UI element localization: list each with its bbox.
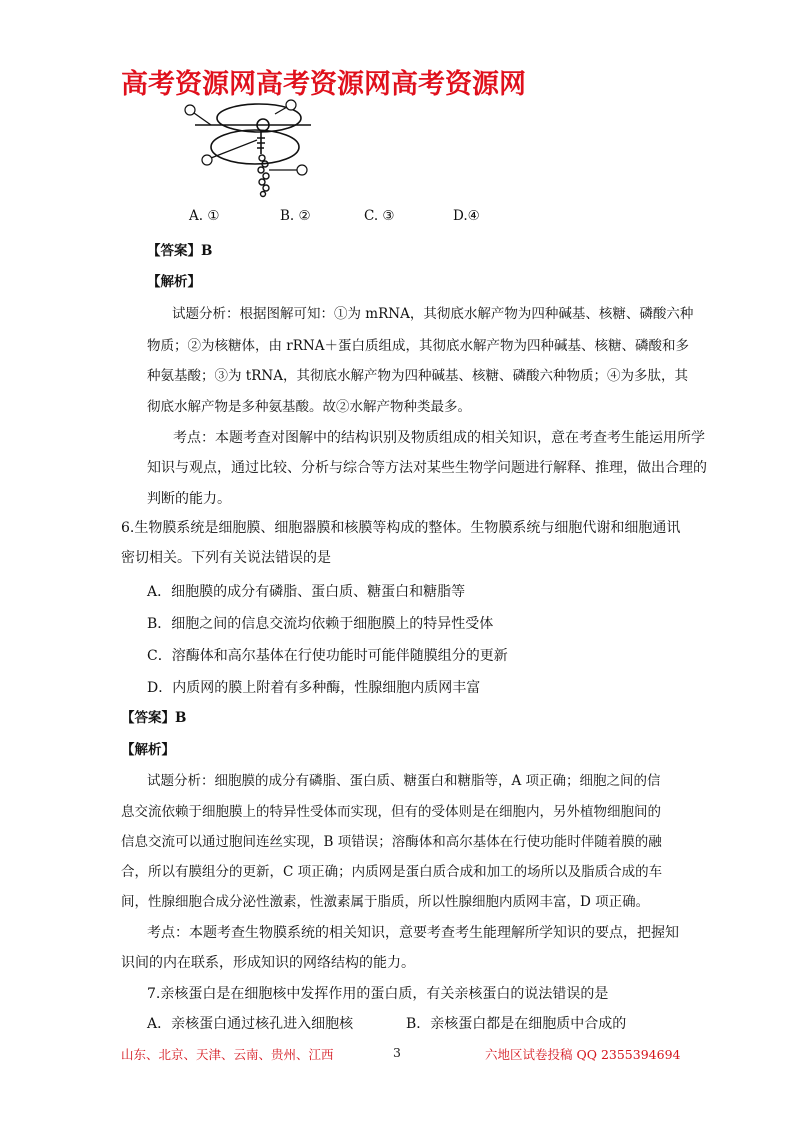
q6-analysis-line-5: 间，性腺细胞合成分泌性激素，性激素属于脂质，所以性腺细胞内质网丰富，D 项正确。: [121, 894, 650, 910]
q6-analysis-line-3: 信息交流可以通过胞间连丝实现，B 项错误；溶酶体和高尔基体在行使功能时伴随着膜的融: [121, 834, 662, 850]
footer-contact: 六地区试卷投稿 QQ 2355394694: [485, 1047, 681, 1062]
q5-analysis-line-1: 试题分析：根据图解可知：①为 mRNA，其彻底水解产物为四种碱基、核糖、磷酸六种: [172, 306, 694, 322]
q6-option-a: A．细胞膜的成分有磷脂、蛋白质、糖蛋白和糖脂等: [147, 584, 466, 600]
q5-kaodian-line-2: 知识与观点，通过比较、分析与综合等方法对某些生物学问题进行解释、推理，做出合理的: [147, 460, 707, 476]
q6-stem-line-2: 密切相关。下列有关说法错误的是: [121, 550, 331, 566]
q5-kaodian-line-3: 判断的能力。: [147, 491, 231, 507]
q5-option-c: C. ③: [364, 208, 395, 224]
q6-analysis-line-2: 息交流依赖于细胞膜上的特异性受体而实现，但有的受体则是在细胞内，另外植物细胞间的: [121, 804, 661, 820]
q6-option-b: B．细胞之间的信息交流均依赖于细胞膜上的特异性受体: [147, 616, 494, 632]
footer-regions: 山东、北京、天津、云南、贵州、江西: [121, 1047, 334, 1062]
q6-analysis-line-4: 合，所以有膜组分的更新，C 项正确；内质网是蛋白质合成和加工的场所以及脂质合成的车: [121, 864, 663, 880]
q5-analysis-line-4: 彻底水解产物是多种氨基酸。故②水解产物种类最多。: [147, 399, 471, 415]
q6-answer: 【答案】B: [121, 710, 187, 726]
q5-option-d: D.④: [453, 208, 480, 224]
q6-analysis-title: 【解析】: [121, 742, 175, 758]
q7-stem: 7.亲核蛋白是在细胞核中发挥作用的蛋白质，有关亲核蛋白的说法错误的是: [147, 986, 609, 1002]
watermark-header: 高考资源网高考资源网高考资源网: [121, 69, 526, 100]
q5-analysis-line-2: 物质；②为核糖体，由 rRNA＋蛋白质组成，其彻底水解产物为四种碱基、核糖、磷酸和多: [147, 338, 689, 354]
q5-option-a: A. ①: [189, 208, 220, 224]
q7-option-a: A．亲核蛋白通过核孔进入细胞核: [147, 1016, 354, 1032]
footer-page-number: 3: [393, 1045, 401, 1060]
q5-answer: 【答案】B: [147, 243, 213, 259]
q6-kaodian-line-1: 考点：本题考查生物膜系统的相关知识，意要考查考生能理解所学知识的要点，把握知: [147, 925, 679, 941]
q5-analysis-line-3: 种氨基酸；③为 tRNA，其彻底水解产物为四种碱基、核糖、磷酸六种物质；④为多肽，其: [147, 368, 688, 384]
q5-analysis-title: 【解析】: [147, 274, 201, 290]
q6-option-c: C．溶酶体和高尔基体在行使功能时可能伴随膜组分的更新: [147, 648, 508, 664]
q7-option-b: B．亲核蛋白都是在细胞质中合成的: [406, 1016, 627, 1032]
ribosome-diagram: [183, 98, 313, 198]
q5-kaodian-line-1: 考点：本题考查对图解中的结构识别及物质组成的相关知识，意在考查考生能运用所学: [173, 430, 705, 446]
q6-option-d: D．内质网的膜上附着有多种酶，性腺细胞内质网丰富: [147, 680, 481, 696]
q6-stem-line-1: 6.生物膜系统是细胞膜、细胞器膜和核膜等构成的整体。生物膜系统与细胞代谢和细胞通讯: [121, 520, 681, 536]
q6-analysis-line-1: 试题分析：细胞膜的成分有磷脂、蛋白质、糖蛋白和糖脂等，A 项正确；细胞之间的信: [147, 773, 661, 789]
q5-option-b: B. ②: [280, 208, 311, 224]
q6-kaodian-line-2: 识间的内在联系，形成知识的网络结构的能力。: [121, 955, 415, 971]
